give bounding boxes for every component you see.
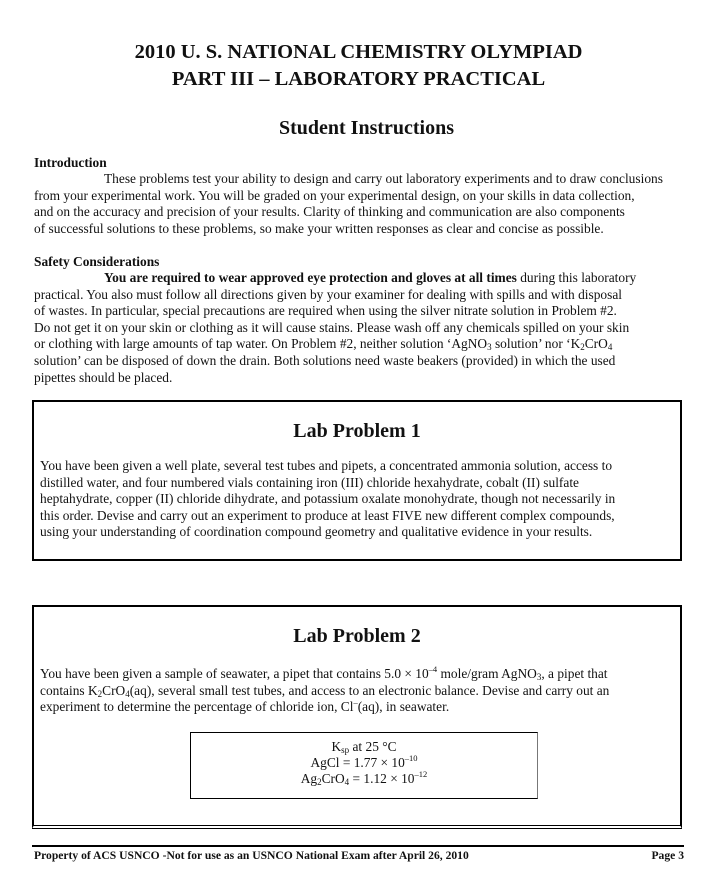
lab-problem-1-title: Lab Problem 1 [293, 420, 421, 442]
problem-text: , a pipet that [541, 666, 608, 681]
safety-line: of wastes. In particular, special precautions are required when using the silver nitrate solution in Problem #2. [34, 303, 617, 319]
footer-property-notice: Property of ACS USNCO -Not for use as an USNCO National Exam after April 26, 2010 [34, 849, 469, 862]
lab-problem-1-line: this order. Devise and carry out an experiment to produce at least FIVE new different complex compounds, [40, 507, 615, 523]
safety-text: during this laboratory [516, 270, 637, 285]
superscript: –4 [428, 664, 438, 674]
subscript: 4 [607, 342, 613, 353]
ksp-text: Ag [300, 771, 318, 786]
ksp-text: at 25 °C [349, 739, 397, 754]
superscript: –10 [404, 753, 418, 763]
safety-text: CrO [584, 336, 608, 352]
safety-line: pipettes should be placed. [34, 369, 173, 385]
page-subtitle: Student Instructions [278, 117, 455, 139]
safety-paragraph [34, 270, 684, 386]
problem-text: (aq), several small test tubes, and access to an electronic balance. Devise and carry out an [129, 682, 610, 698]
introduction-line: of successful solutions to these problems, so make your written responses as clear and concise as possible. [34, 220, 604, 236]
ksp-text: K [331, 739, 342, 754]
subscript: 3 [536, 672, 542, 682]
introduction-line: These problems test your ability to design and carry out laboratory experiments and to draw conclusions [104, 171, 663, 186]
superscript: –12 [414, 769, 428, 779]
safety-heading: Safety Considerations [34, 254, 160, 269]
ksp-heading [191, 739, 537, 755]
lab-problem-1-line: You have been given a well plate, several test tubes and pipets, a concentrated ammonia solution, access to [40, 458, 613, 473]
superscript: – [353, 697, 358, 708]
page-number: Page 3 [651, 849, 684, 862]
safety-text: solution’ nor ‘K [491, 336, 581, 352]
subscript: 4 [125, 688, 130, 699]
ksp-row-agcl [191, 755, 537, 771]
problem-text: experiment to determine the percentage of chloride ion, Cl [40, 699, 354, 715]
subscript: 2 [97, 688, 103, 699]
ksp-text: CrO [321, 771, 345, 786]
problem-text: You have been given a sample of seawater, a pipet that contains 5.0 × 10 [40, 666, 429, 681]
subscript: sp [341, 745, 350, 755]
problem-text: mole/gram AgNO [437, 666, 537, 681]
lab-problem-1-text [40, 458, 670, 541]
lab-problem-2-line [40, 699, 670, 716]
introduction-line: and on the accuracy and precision of your results. Clarity of thinking and communication are also components [34, 204, 625, 220]
problem-text: contains K [40, 682, 98, 698]
safety-line [34, 336, 684, 353]
safety-emphasis: You are required to wear approved eye protection and gloves at all times [104, 270, 517, 285]
problem-text: CrO [102, 682, 126, 698]
subscript: 4 [344, 777, 350, 787]
introduction-line: from your experimental work. You will be graded on your experimental design, on your skills in data collection, [34, 187, 635, 203]
lab-problem-2-title: Lab Problem 2 [293, 625, 421, 647]
lab-problem-2-line [40, 666, 670, 683]
document-title-line-1: 2010 U. S. NATIONAL CHEMISTRY OLYMPIAD [134, 41, 583, 63]
problem-text: (aq), in seawater. [357, 699, 450, 715]
safety-text: or clothing with large amounts of tap water. On Problem #2, neither solution ‘AgNO [34, 336, 488, 352]
lab-problem-1-line: heptahydrate, copper (II) chloride dihydrate, and potassium oxalate monohydrate, though not necessarily in [40, 491, 616, 507]
lab-problem-2-text [40, 666, 670, 716]
ksp-constants-box [190, 732, 538, 799]
ksp-text: = 1.12 × 10 [349, 771, 415, 786]
safety-line: practical. You also must follow all directions given by your examiner for dealing with spills and with disposal [34, 286, 622, 302]
safety-line: solution’ can be disposed of down the drain. Both solutions need waste beakers (provided) in which the used [34, 352, 616, 368]
lab-problem-1-box [32, 400, 682, 561]
ksp-text: AgCl = 1.77 × 10 [310, 755, 405, 770]
footer-divider [32, 845, 684, 847]
introduction-paragraph [34, 171, 684, 237]
document-title-line-2: PART III – LABORATORY PRACTICAL [171, 68, 546, 90]
subscript: 3 [487, 342, 492, 353]
subscript: 2 [317, 777, 322, 787]
safety-line: Do not get it on your skin or clothing as it will cause stains. Please wash off any chemicals spilled on your skin [34, 319, 630, 335]
subscript: 2 [580, 342, 585, 353]
introduction-heading: Introduction [34, 155, 107, 170]
lab-problem-1-line: using your understanding of coordination compound geometry and qualitative evidence in your results. [40, 524, 593, 540]
ksp-row-ag2cro4 [191, 771, 537, 787]
lab-problem-1-line: distilled water, and four numbered vials containing iron (III) chloride hexahydrate, cobalt (II) sulfate [40, 474, 579, 490]
